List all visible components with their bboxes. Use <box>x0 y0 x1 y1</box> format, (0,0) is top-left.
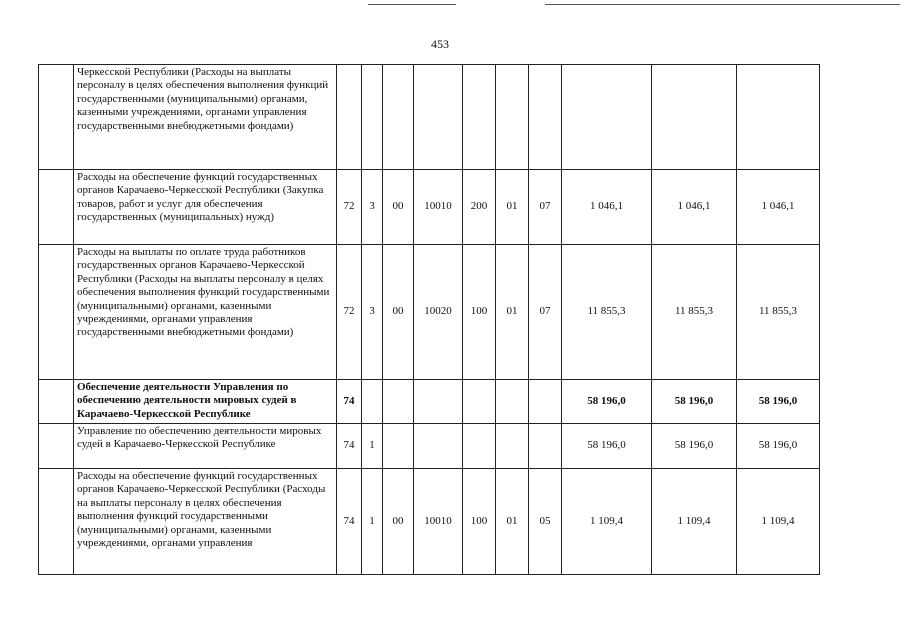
expense-type-cell <box>463 65 496 170</box>
section-cell: 3 <box>362 170 383 245</box>
amount-cell-2: 1 109,4 <box>652 469 737 575</box>
amount-cell-1: 1 046,1 <box>562 170 652 245</box>
program-cell <box>383 65 414 170</box>
section-cell: 1 <box>362 424 383 469</box>
program-cell: 00 <box>383 170 414 245</box>
program-cell <box>383 424 414 469</box>
budget-table <box>38 64 820 575</box>
row-name-cell: Управление по обеспечению деятельности мировых судей в Карачаево-Черкесской Республике <box>74 424 337 469</box>
row-name-cell: Черкесской Республики (Расходы на выплаты персоналу в целях обеспечения выполнения функций государственными (муниципальными) органами, казенными учреждениями, органами управления государственными внебюджетными фондами) <box>74 65 337 170</box>
row-lead-cell <box>39 65 74 170</box>
chapter-cell: 01 <box>496 170 529 245</box>
amount-cell-1: 58 196,0 <box>562 424 652 469</box>
amount-cell-3: 1 046,1 <box>737 170 820 245</box>
amount-cell-2 <box>652 65 737 170</box>
row-name-cell: Расходы на обеспечение функций государственных органов Карачаево-Черкесской Республики (Закупка товаров, работ и услуг для обеспечения государственных (муниципальных) нужд) <box>74 170 337 245</box>
direction-cell <box>414 380 463 424</box>
chapter-cell: 01 <box>496 469 529 575</box>
subsection-cell: 07 <box>529 245 562 380</box>
section-cell <box>362 380 383 424</box>
table-row <box>39 424 820 469</box>
direction-cell: 10010 <box>414 469 463 575</box>
amount-cell-2: 1 046,1 <box>652 170 737 245</box>
amount-cell-2: 58 196,0 <box>652 380 737 424</box>
page-number: 453 <box>431 37 449 51</box>
table-row <box>39 170 820 245</box>
row-lead-cell <box>39 380 74 424</box>
section-cell: 3 <box>362 245 383 380</box>
direction-cell <box>414 65 463 170</box>
expense-type-cell: 200 <box>463 170 496 245</box>
row-lead-cell <box>39 469 74 575</box>
code-cell <box>337 65 362 170</box>
program-cell: 00 <box>383 245 414 380</box>
amount-cell-1: 58 196,0 <box>562 380 652 424</box>
subsection-cell: 07 <box>529 170 562 245</box>
chapter-cell <box>496 380 529 424</box>
table-row <box>39 65 820 170</box>
amount-cell-1: 11 855,3 <box>562 245 652 380</box>
amount-cell-1 <box>562 65 652 170</box>
direction-cell: 10010 <box>414 170 463 245</box>
top-edge-line-right <box>545 4 900 5</box>
chapter-cell <box>496 424 529 469</box>
amount-cell-3: 1 109,4 <box>737 469 820 575</box>
table-body <box>39 65 820 575</box>
table-row <box>39 245 820 380</box>
row-lead-cell <box>39 245 74 380</box>
code-cell: 72 <box>337 245 362 380</box>
amount-cell-3: 58 196,0 <box>737 380 820 424</box>
amount-cell-3: 11 855,3 <box>737 245 820 380</box>
row-name-cell: Расходы на выплаты по оплате труда работников государственных органов Карачаево-Черкесской Республики (Расходы на выплаты персоналу в целях обеспечения выполнения функций государственными (муниципальными) органами, казенными учреждениями, органами управления государственными внебюджетными фондами) <box>74 245 337 380</box>
program-cell <box>383 380 414 424</box>
code-cell: 74 <box>337 380 362 424</box>
section-cell <box>362 65 383 170</box>
amount-cell-3 <box>737 65 820 170</box>
table-row <box>39 380 820 424</box>
program-cell: 00 <box>383 469 414 575</box>
subsection-cell <box>529 380 562 424</box>
chapter-cell: 01 <box>496 245 529 380</box>
direction-cell: 10020 <box>414 245 463 380</box>
table-row <box>39 469 820 575</box>
row-lead-cell <box>39 424 74 469</box>
direction-cell <box>414 424 463 469</box>
expense-type-cell: 100 <box>463 469 496 575</box>
amount-cell-2: 58 196,0 <box>652 424 737 469</box>
subsection-cell: 05 <box>529 469 562 575</box>
top-edge-line-left <box>368 4 456 5</box>
expense-type-cell <box>463 380 496 424</box>
amount-cell-1: 1 109,4 <box>562 469 652 575</box>
row-name-cell: Обеспечение деятельности Управления по обеспечению деятельности мировых судей в Карачаево-Черкесской Республике <box>74 380 337 424</box>
chapter-cell <box>496 65 529 170</box>
subsection-cell <box>529 424 562 469</box>
expense-type-cell: 100 <box>463 245 496 380</box>
section-cell: 1 <box>362 469 383 575</box>
code-cell: 74 <box>337 424 362 469</box>
expense-type-cell <box>463 424 496 469</box>
row-name-cell: Расходы на обеспечение функций государственных органов Карачаево-Черкесской Республики (Расходы на выплаты персоналу в целях обеспечения выполнения функций государственными (муниципальными) органами, казенными учреждениями, органами управления <box>74 469 337 575</box>
amount-cell-2: 11 855,3 <box>652 245 737 380</box>
code-cell: 74 <box>337 469 362 575</box>
row-lead-cell <box>39 170 74 245</box>
amount-cell-3: 58 196,0 <box>737 424 820 469</box>
code-cell: 72 <box>337 170 362 245</box>
subsection-cell <box>529 65 562 170</box>
